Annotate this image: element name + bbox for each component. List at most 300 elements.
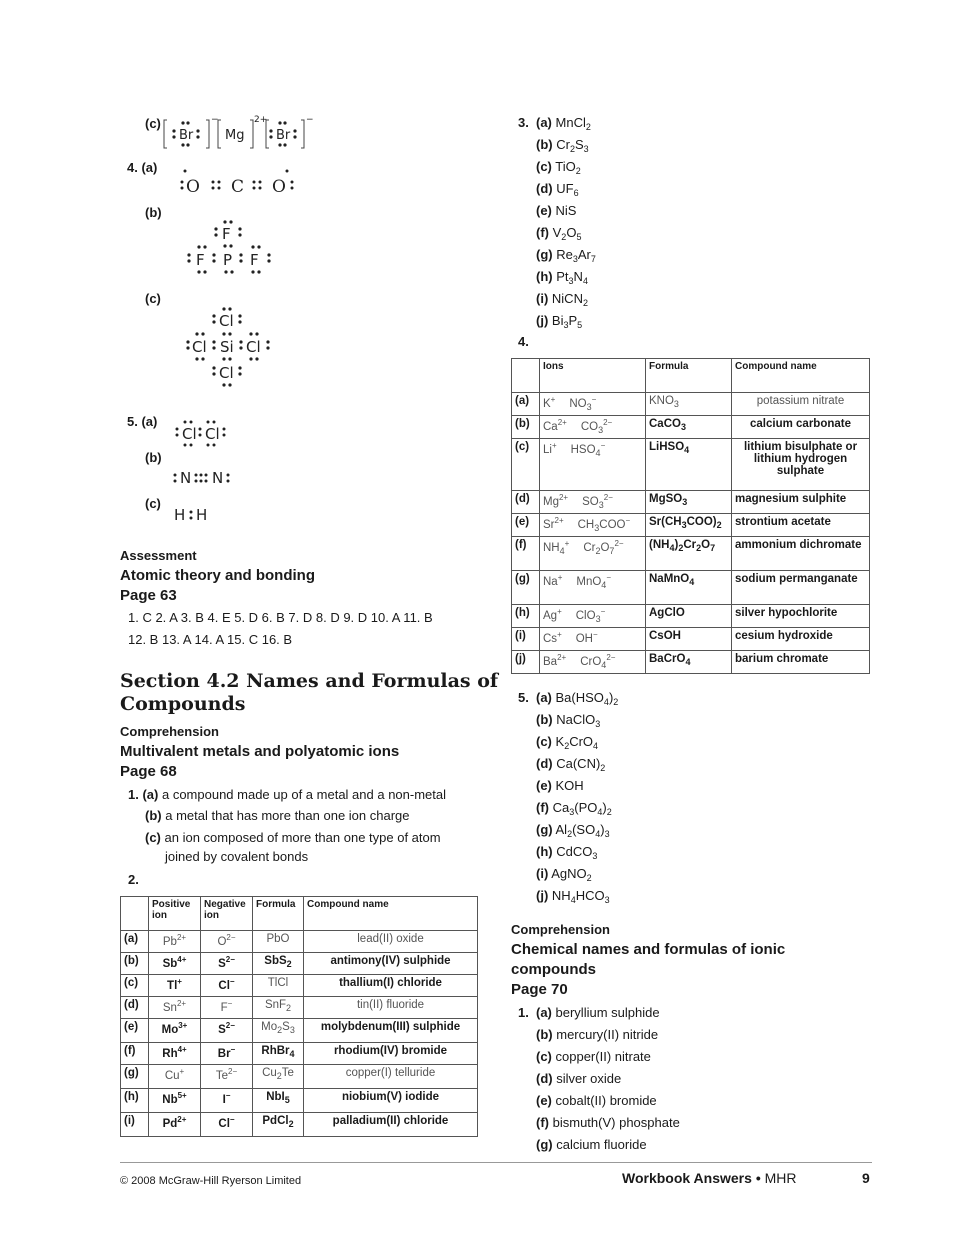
formula-cell <box>253 1089 304 1113</box>
assessment-title: Atomic theory and bonding <box>120 567 315 584</box>
ions-cell <box>540 393 646 416</box>
formula-cell <box>646 393 732 416</box>
comp2-item <box>536 1049 651 1065</box>
item-text: cobalt(II) bromide <box>555 1093 657 1108</box>
formula-cell <box>253 1019 304 1043</box>
cation <box>543 395 556 410</box>
cl-symbol-bottom: Cl <box>219 364 234 382</box>
ion-charge: 2− <box>225 1021 235 1030</box>
formula-subscript: 3 <box>681 520 687 530</box>
formula-cell <box>253 1113 304 1137</box>
q5-item <box>536 888 610 908</box>
compound-name: niobium(V) iodide <box>304 1089 478 1113</box>
assessment-answers-1: 1. C 2. A 3. B 4. E 5. D 6. B 7. D 8. D 9. D 10. A 11. B <box>128 610 433 625</box>
ion-charge: − <box>600 441 606 450</box>
formula-cell <box>253 931 304 953</box>
table-row <box>512 491 870 514</box>
q5a-label: (a) <box>141 414 158 429</box>
comp2-item <box>536 1005 660 1021</box>
formula-subscript: 4 <box>684 445 690 455</box>
row-key: (c) <box>512 439 540 491</box>
ion-charge: 2+ <box>557 418 567 427</box>
table4-corner <box>512 359 540 393</box>
ion-symbol: O <box>600 542 610 554</box>
ion-symbol: Ca <box>543 421 558 433</box>
comprehension2-page: Page 70 <box>511 981 568 998</box>
q3-item <box>536 291 588 311</box>
formula-text: AgClO <box>649 607 685 619</box>
row-key: (g) <box>121 1065 149 1089</box>
item-label: (d) <box>536 181 553 196</box>
cl-symbol-b: Cl <box>205 425 220 443</box>
table-row <box>121 1113 478 1137</box>
p-symbol: P <box>223 251 233 269</box>
compound-name: silver hypochlorite <box>732 605 870 628</box>
row-key: (g) <box>512 571 540 605</box>
anion <box>570 441 606 458</box>
q5-formula-text: (PO <box>574 800 598 815</box>
row-key: (d) <box>512 491 540 514</box>
formula-text: MgSO <box>649 493 683 505</box>
h2-lewis-structure <box>172 504 212 526</box>
formula-subscript: 2 <box>286 959 292 969</box>
ion-subscript: 3 <box>586 402 592 412</box>
formula-cell <box>253 1043 304 1065</box>
ion-symbol: Ag <box>543 610 558 622</box>
comprehension2-title-2: compounds <box>511 961 596 978</box>
item-label: (i) <box>536 291 549 306</box>
table-row <box>512 651 870 674</box>
ion-symbol: F <box>220 1002 228 1014</box>
row-key: (i) <box>512 628 540 651</box>
formula-cell <box>646 514 732 537</box>
row-key: (a) <box>121 931 149 953</box>
ion-symbol: NO <box>569 398 587 410</box>
ion-symbol: Rh <box>162 1048 178 1060</box>
co2-lewis-structure <box>176 168 306 200</box>
ions-cell <box>540 416 646 439</box>
formula-subscript: 5 <box>284 1095 290 1105</box>
ion-charge: 2− <box>225 955 235 964</box>
q5-formula-text: ) <box>602 800 607 815</box>
table-row <box>121 931 478 953</box>
q3-formula-text: NiCN <box>551 291 583 306</box>
item-label: (d) <box>536 1071 553 1086</box>
ion-symbol: Pb <box>162 936 177 948</box>
formula-text: RhBr <box>261 1045 290 1057</box>
item-text: mercury(II) nitride <box>556 1027 659 1042</box>
compound-name: magnesium sulphite <box>732 491 870 514</box>
ions-cell <box>540 571 646 605</box>
ion-symbol: Ba <box>543 656 558 668</box>
item-label: (f) <box>536 225 549 240</box>
compound-name: tin(II) fluoride <box>304 997 478 1019</box>
ion-symbol: S <box>218 958 226 970</box>
comp2-item <box>536 1093 657 1109</box>
ion-symbol: Br <box>217 1048 231 1060</box>
formula-cell <box>646 651 732 674</box>
item-label: (e) <box>536 203 552 218</box>
anion <box>580 418 613 435</box>
ion-charge: + <box>550 395 556 404</box>
ion-symbol: Sb <box>162 958 178 970</box>
positive-ion <box>149 1019 201 1043</box>
q5-formula-subscript: 2 <box>613 697 619 707</box>
item-text: copper(II) nitrate <box>555 1049 651 1064</box>
f-symbol-right: F <box>250 251 259 269</box>
formula-subscript: 3 <box>673 399 679 409</box>
q3-item <box>536 225 581 245</box>
q5-formula-text: Al <box>555 822 568 837</box>
anion <box>582 493 613 510</box>
formula-subscript: 3 <box>682 497 688 507</box>
formula-cell <box>253 975 304 997</box>
item-text: bismuth(V) phosphate <box>552 1115 680 1130</box>
row-key: (j) <box>512 651 540 674</box>
table2-header-negative: Negative ion <box>201 897 253 931</box>
table-row <box>512 571 870 605</box>
q3-formula-text: MnCl <box>555 115 586 130</box>
ion-symbol: NH <box>543 542 560 554</box>
anion <box>576 573 611 590</box>
item-label: (c) <box>536 734 552 749</box>
ion-subscript: 4 <box>595 448 601 458</box>
q1b-label: (b) <box>145 808 162 823</box>
q5c-label: (c) <box>145 496 161 511</box>
section-title-line-1: Section 4.2 Names and Formulas of <box>120 670 499 692</box>
item-label: (f) <box>536 1115 549 1130</box>
section-title-line-2: Compounds <box>120 693 246 715</box>
item-text: silver oxide <box>556 1071 622 1086</box>
item-label: (b) <box>536 712 553 727</box>
q3-item <box>536 159 581 179</box>
cation <box>543 418 567 433</box>
item-label: (h) <box>536 844 553 859</box>
q1c-text-2: joined by covalent bonds <box>165 849 309 864</box>
compound-name: calcium carbonate <box>732 416 870 439</box>
table2-header-positive: Positive ion <box>149 897 201 931</box>
comp2-item <box>536 1071 621 1087</box>
table-q4 <box>511 358 870 674</box>
table-row <box>512 605 870 628</box>
ion-symbol: Sr <box>543 519 555 531</box>
formula-text: Sr(CH <box>649 516 682 528</box>
ions-cell <box>540 491 646 514</box>
formula-text: CsOH <box>649 630 681 642</box>
q5-formula-subscript: 4 <box>595 829 601 839</box>
ion-charge: + <box>179 1067 185 1076</box>
n-symbol-a: N <box>180 469 192 487</box>
formula-text: SnF <box>264 999 287 1011</box>
ion-charge: − <box>229 1115 235 1124</box>
table4-header-name: Compound name <box>732 359 870 393</box>
item-label: (d) <box>536 756 553 771</box>
comp2-q1-num: 1. <box>518 1005 529 1020</box>
formula-text: (NH <box>649 539 670 551</box>
q5-formula-subscript: 3 <box>592 851 598 861</box>
o-symbol-1: O <box>186 177 200 197</box>
comp2-item <box>536 1027 658 1043</box>
q5-item <box>536 866 592 886</box>
item-label: (g) <box>536 1137 553 1152</box>
formula-text: NaMnO <box>649 573 690 585</box>
n-symbol-b: N <box>212 469 224 487</box>
q3-formula-subscript: 6 <box>573 188 579 198</box>
ion-charge: − <box>625 516 631 525</box>
ion-charge: 2− <box>603 493 613 502</box>
section-title <box>120 670 498 716</box>
ion-symbol: Nb <box>162 1094 178 1106</box>
cl-symbol-right: Cl <box>246 338 261 356</box>
compound-name: molybdenum(III) sulphide <box>304 1019 478 1043</box>
formula-subscript: 2 <box>716 520 722 530</box>
ion-charge: 4+ <box>177 1045 187 1054</box>
ion-charge: 2− <box>614 539 624 548</box>
q5-formula-text: AgNO <box>551 866 587 881</box>
ion-charge: − <box>591 395 597 404</box>
q3-formula-text: TiO <box>555 159 576 174</box>
q4a-label: (a) <box>141 160 158 175</box>
q3-formula-subscript: 5 <box>576 232 582 242</box>
q5-formula-text: Ba(HSO <box>555 690 604 705</box>
br-charge-2: − <box>306 115 314 125</box>
q3-formula-text: V <box>552 225 562 240</box>
ion-symbol: Cr <box>583 542 596 554</box>
table-row <box>121 997 478 1019</box>
ion-symbol: I <box>222 1094 226 1106</box>
q5-formula-text: K <box>555 734 565 749</box>
ion-symbol: SO <box>582 496 599 508</box>
ion-charge: − <box>230 1045 236 1054</box>
q3-item <box>536 137 589 157</box>
positive-ion <box>149 1089 201 1113</box>
q1a-text: a compound made up of a metal and a non-metal <box>161 787 446 802</box>
positive-ion <box>149 953 201 975</box>
table-q2 <box>120 896 478 1137</box>
assessment-kicker: Assessment <box>120 548 197 563</box>
formula-subscript: 4 <box>669 543 675 553</box>
ion-charge: 4+ <box>177 955 187 964</box>
q5-formula-subscript: 4 <box>603 697 609 707</box>
c-symbol: C <box>231 177 245 197</box>
footer-page-number: 9 <box>862 1170 870 1186</box>
row-key: (f) <box>512 537 540 571</box>
q3-item <box>536 115 591 135</box>
q5-formula-text: CdCO <box>556 844 593 859</box>
formula-subscript: 2 <box>277 1025 283 1035</box>
ion-symbol: Na <box>543 576 558 588</box>
cation <box>543 539 570 556</box>
h-symbol-a: H <box>174 506 186 524</box>
formula-cell <box>646 628 732 651</box>
q3-formula-text: Cr <box>556 137 570 152</box>
pf3-lewis-structure <box>182 217 274 277</box>
formula-cell <box>253 1065 304 1089</box>
negative-ion <box>201 997 253 1019</box>
cation <box>543 607 562 622</box>
footer-publisher: MHR <box>764 1170 797 1186</box>
formula-text: PdCl <box>262 1115 289 1127</box>
mg-charge: 2+ <box>254 115 268 125</box>
formula-subscript: 2 <box>678 543 684 553</box>
item-label: (b) <box>536 137 553 152</box>
formula-cell <box>253 953 304 975</box>
ion-subscript: 4 <box>601 580 607 590</box>
negative-ion <box>201 1065 253 1089</box>
ion-charge: − <box>229 977 235 986</box>
formula-subscript: 4 <box>689 577 695 587</box>
table-row <box>121 975 478 997</box>
ion-charge: + <box>557 630 562 639</box>
item-label: (h) <box>536 269 553 284</box>
ion-charge: 2+ <box>177 1115 187 1124</box>
ion-symbol: S <box>218 1024 226 1036</box>
negative-ion <box>201 1113 253 1137</box>
ion-symbol: Te <box>215 1070 229 1082</box>
table-row <box>121 1019 478 1043</box>
q5-item <box>536 734 598 754</box>
compound-name: barium chromate <box>732 651 870 674</box>
formula-subscript: 2 <box>696 543 702 553</box>
ion-symbol: CO <box>580 421 599 433</box>
row-key: (a) <box>512 393 540 416</box>
positive-ion <box>149 975 201 997</box>
ions-cell <box>540 537 646 571</box>
compound-name: lead(II) oxide <box>304 931 478 953</box>
ion-charge: 2− <box>226 933 236 942</box>
ion-charge: 2+ <box>557 653 567 662</box>
assessment-page: Page 63 <box>120 587 177 604</box>
ion-symbol: CrO <box>580 656 602 668</box>
negative-ion <box>201 1019 253 1043</box>
cation <box>543 653 567 668</box>
table-row <box>512 514 870 537</box>
formula-text: KNO <box>649 395 674 407</box>
q3-formula-text: P <box>568 313 578 328</box>
assessment-answers-2: 12. B 13. A 14. A 15. C 16. B <box>128 632 293 647</box>
anion <box>583 539 624 556</box>
q3-formula-subscript: 2 <box>575 166 581 176</box>
ions-cell <box>540 651 646 674</box>
q3-formula-text: Pt <box>556 269 569 284</box>
q5-formula-subscript: 4 <box>593 741 599 751</box>
formula-subscript: 7 <box>710 543 716 553</box>
ion-charge: − <box>606 573 611 582</box>
q4-num: 4. <box>127 160 138 175</box>
positive-ion <box>149 1113 201 1137</box>
q5b-label: (b) <box>145 450 162 465</box>
row-key: (b) <box>121 953 149 975</box>
formula-subscript: 3 <box>289 1025 295 1035</box>
comprehension-page: Page 68 <box>120 763 177 780</box>
q5-formula-subscript: 2 <box>606 807 612 817</box>
ion-symbol: Cs <box>543 633 558 645</box>
footer-rule <box>120 1162 872 1163</box>
q3-formula-subscript: 2 <box>585 122 591 132</box>
formula-subscript: 4 <box>685 657 691 667</box>
compound-name: thallium(I) chloride <box>304 975 478 997</box>
formula-text: Te <box>281 1067 294 1079</box>
q5-formula-subscript: 2 <box>586 873 592 883</box>
item-label: (b) <box>536 1027 553 1042</box>
formula-text: CaCO <box>649 418 681 430</box>
q5-num: 5. <box>127 414 138 429</box>
q3-item <box>536 203 576 219</box>
q3-formula-text: S <box>574 137 584 152</box>
compound-name: rhodium(IV) bromide <box>304 1043 478 1065</box>
compound-name: lithium bisulphate or lithium hydrogen sulphate <box>732 439 870 491</box>
formula-text: TlCl <box>267 977 289 989</box>
ion-symbol: Li <box>543 444 552 456</box>
compound-name: cesium hydroxide <box>732 628 870 651</box>
q1-num: 1. <box>128 787 139 802</box>
table-row <box>512 439 870 491</box>
compound-name: antimony(IV) sulphide <box>304 953 478 975</box>
ion-symbol: Mo <box>161 1024 179 1036</box>
cl-symbol-top: Cl <box>219 312 234 330</box>
row-key: (f) <box>121 1043 149 1065</box>
anion <box>575 607 606 624</box>
negative-ion <box>201 931 253 953</box>
formula-cell <box>646 537 732 571</box>
ion-subscript: 4 <box>601 660 607 670</box>
q5-item <box>536 690 618 710</box>
ion-subscript: 3 <box>598 500 604 510</box>
comprehension2-kicker: Comprehension <box>511 922 610 937</box>
formula-subscript: 2 <box>288 1119 294 1129</box>
ion-symbol: Cl <box>218 1118 230 1130</box>
q3-formula-text: O <box>566 225 577 240</box>
anion <box>569 395 597 412</box>
q3-item <box>536 313 582 333</box>
ion-symbol: CH <box>577 519 595 531</box>
q3-formula-subscript: 7 <box>590 254 596 264</box>
compound-name: strontium acetate <box>732 514 870 537</box>
positive-ion <box>149 1065 201 1089</box>
q5-formula-subscript: 3 <box>604 829 610 839</box>
q5-formula-text: HCO <box>575 888 605 903</box>
q3-item <box>536 247 596 267</box>
row-key: (h) <box>121 1089 149 1113</box>
q5-formula-subscript: 2 <box>567 829 573 839</box>
ion-symbol: ClO <box>575 610 596 622</box>
formula-subscript: 3 <box>680 422 686 432</box>
q5-formula-text: Ca <box>552 800 570 815</box>
ion-charge: + <box>551 441 557 450</box>
item-label: (j) <box>536 888 549 903</box>
comprehension-kicker: Comprehension <box>120 724 219 739</box>
cl2-lewis-structure <box>174 418 230 448</box>
ion-symbol: Pd <box>162 1118 178 1130</box>
q3-item <box>536 181 579 201</box>
q3-formula-subscript: 2 <box>569 144 575 154</box>
negative-ion <box>201 975 253 997</box>
q5-formula-text: NH <box>551 888 571 903</box>
row-key: (b) <box>512 416 540 439</box>
formula-cell <box>646 439 732 491</box>
item-label: (g) <box>536 822 553 837</box>
ion-charge: 2− <box>228 1067 238 1076</box>
f-symbol-top: F <box>222 225 231 243</box>
footer-book: Workbook Answers <box>622 1170 752 1186</box>
ion-charge: + <box>557 607 562 616</box>
q5-formula-subscript: 3 <box>604 895 610 905</box>
formula-cell <box>646 416 732 439</box>
q1c-text-1: an ion composed of more than one type of atom <box>164 830 441 845</box>
ion-charge: − <box>225 1091 231 1100</box>
q3-formula-subscript: 2 <box>561 232 567 242</box>
q5-formula-subscript: 3 <box>569 807 575 817</box>
